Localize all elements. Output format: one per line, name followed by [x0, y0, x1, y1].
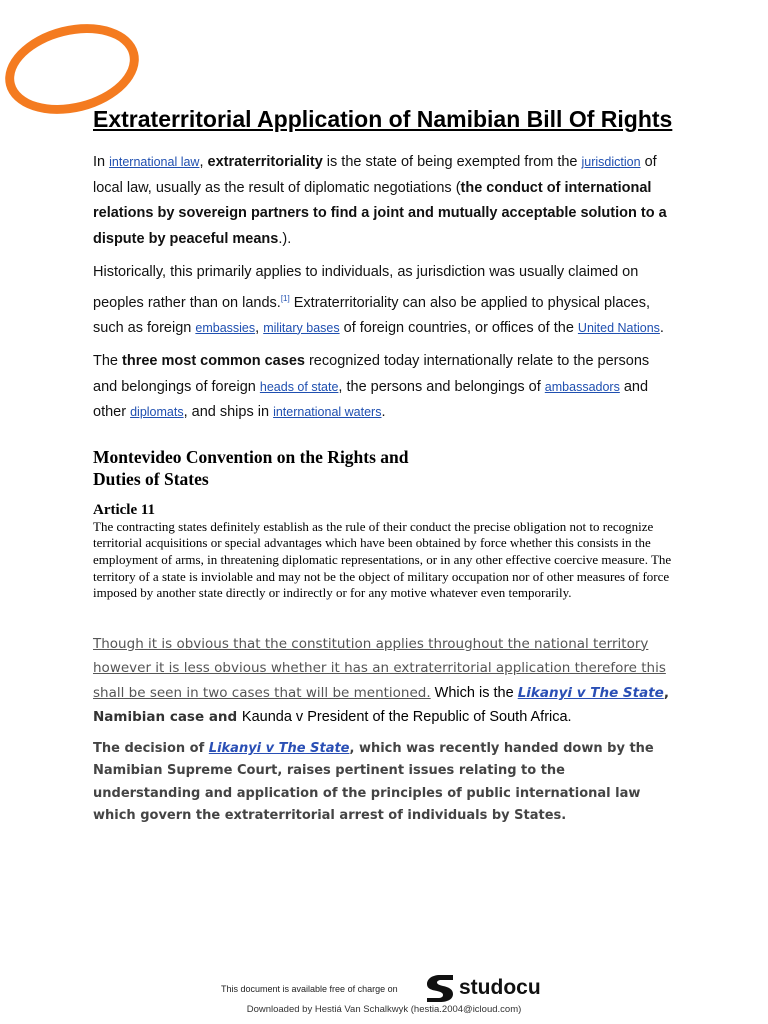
link-jurisdiction[interactable]: jurisdiction: [581, 155, 641, 169]
link-embassies[interactable]: embassies: [195, 320, 256, 335]
studocu-brand-link[interactable]: studocu: [459, 976, 541, 999]
reference-link[interactable]: [1]: [280, 293, 290, 303]
link-likanyi-case[interactable]: Likanyi v The State: [517, 684, 664, 701]
link-united-nations[interactable]: United Nations: [577, 320, 660, 335]
article-text: The contracting states definitely establish as the rule of their conduct the precise obligation not to recognize territorial acquisitions or special advantages which have been obtained by force whether this consists in the employment of arms, in threatening diplomatic representations, or in any other effective coercive measure. The territory of a state is inviolable and may not be the object of military occupation nor of other measures of force imposed by another state directly or indirectly or for any motive whatever even temporarily.: [93, 518, 672, 601]
paragraph-cases: The three most common cases recognized today internationally relate to the persons and belongings of foreign heads of state, the persons and belongings of ambassadors and other diplomats, and ships in international waters.: [93, 353, 650, 421]
paragraph-intro: In international law, extraterritoriality is the state of being exempted from the jurisdiction of local law, usually as the result of diplomatic negotiations (the conduct of international relations by sovereign partners to find a joint and mutually acceptable solution to a dispute by peaceful means.).: [93, 154, 667, 247]
footer: [0, 973, 768, 1003]
link-ambassadors[interactable]: ambassadors: [544, 379, 620, 394]
convention-heading: Montevideo Convention on the Rights and Duties of States: [93, 446, 409, 489]
link-heads-of-state[interactable]: heads of state: [259, 379, 339, 394]
article-title: Article 11: [93, 501, 156, 518]
paragraph-history: Historically, this primarily applies to individuals, as jurisdiction was usually claimed on peoples rather than on lands.[1] Extraterritoriality can also be applied to physical places, such as foreign embassies, military bases of foreign countries, or offices of the United Nations.: [93, 264, 664, 336]
page-title: Extraterritorial Application of Namibian Bill Of Rights: [93, 106, 673, 132]
link-diplomats[interactable]: diplomats: [130, 405, 184, 420]
paragraph-decision: The decision of Likanyi v The State, which was recently handed down by the Namibian Supreme Court, raises pertinent issues relating to the understanding and application of the principles of public international law which govern the extraterritorial arrest of individuals by States.: [93, 740, 654, 824]
download-note: Downloaded by Hestiá Van Schalkwyk (hestia.2004@icloud.com): [246, 1004, 522, 1015]
availability-note: This document is available free of charge on: [221, 984, 398, 994]
document-page: [93, 98, 673, 828]
paragraph-constitution: Though it is obvious that the constitution applies throughout the national territory however it is less obvious whether it has an extraterritorial application therefore this shall be seen in two cases that will be mentioned. Which is the Likanyi v The State, Namibian case and Kaunda v President of the Republic of South Africa.: [93, 635, 669, 726]
link-military-bases[interactable]: military bases: [263, 320, 340, 335]
studocu-logo-icon: [424, 973, 456, 1003]
link-international-law[interactable]: international law: [109, 155, 200, 169]
link-likanyi-case-2[interactable]: Likanyi v The State: [208, 740, 350, 756]
link-international-waters[interactable]: international waters: [273, 405, 382, 420]
